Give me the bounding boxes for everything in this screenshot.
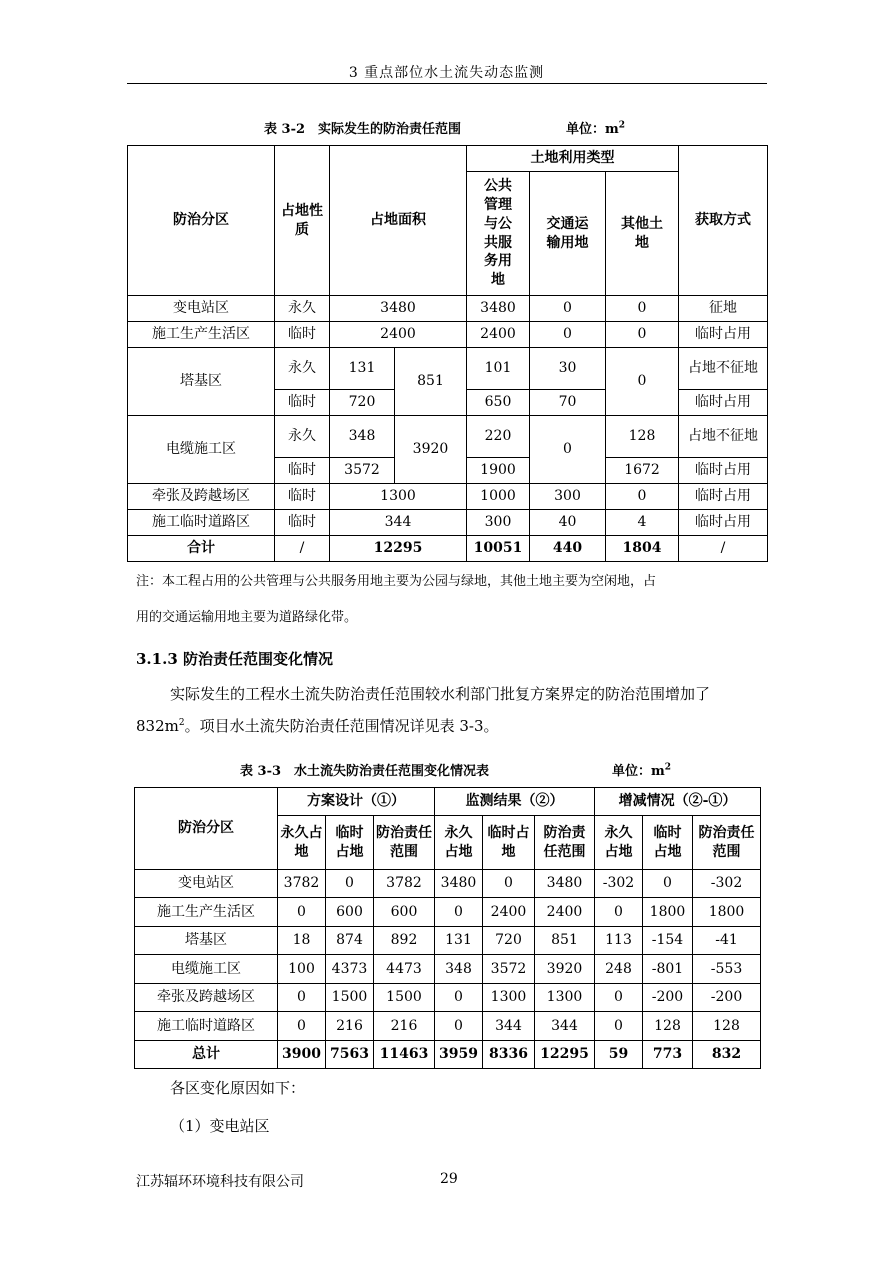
t2-cell: -302 [595,870,643,898]
t1-cell-public: 650 [467,390,530,416]
t2-subheader-scope: 防治责任范围 [535,816,595,870]
t2-total-cell: 3900 [278,1041,326,1069]
t2-cell: 3572 [483,955,535,984]
t2-cell: 248 [595,955,643,984]
t1-header-transport: 交通运输用地 [530,172,606,296]
t2-cell: 344 [535,1012,595,1041]
table2-caption-text: 表 3-3 水土流失防治责任范围变化情况表 [240,764,490,779]
t1-header-public: 公共管理与公共服务用地 [467,172,530,296]
t1-cell-nature: 永久 [275,296,330,322]
running-header: 3 重点部位水土流失动态监测 [348,65,545,81]
table-row [128,510,768,536]
t1-header-landuse: 土地利用类型 [467,146,679,172]
t1-cell-method: 征地 [679,296,768,322]
t2-subheader-temp: 临时占地 [643,816,693,870]
t2-total-cell: 3959 [435,1041,483,1069]
t2-cell-zone: 电缆施工区 [135,955,278,984]
t1-cell-public: 300 [467,510,530,536]
t2-subheader-perm: 永久占地 [278,816,326,870]
t2-cell: 4473 [374,955,435,984]
table-row [135,870,761,898]
t1-cell-nature: 临时 [275,510,330,536]
t2-cell: 0 [483,870,535,898]
t2-subheader-perm: 永久占地 [595,816,643,870]
table1-note-line2: 用的交通运输用地主要为道路绿化带。 [136,610,358,625]
t2-cell: 131 [435,927,483,955]
t2-cell: 0 [278,984,326,1012]
t2-cell: 1800 [693,898,761,927]
t1-cell-zone: 施工生产生活区 [128,322,275,348]
t2-cell: 0 [326,870,374,898]
t2-cell: 600 [326,898,374,927]
table-total-row [128,536,768,562]
t1-cell-transport: 70 [530,390,606,416]
t2-cell: 0 [595,984,643,1012]
paragraph-text-a: 实际发生的工程水土流失防治责任范围较水利部门批复方案界定的防治范围增加了 832m [136,685,711,735]
t2-cell: 3920 [535,955,595,984]
t2-cell: -154 [643,927,693,955]
t1-total-transport: 440 [530,536,606,562]
t1-cell-nature: 临时 [275,458,330,484]
table-row [128,416,768,458]
t2-cell: 0 [278,898,326,927]
section-heading: 3.1.3 防治责任范围变化情况 [136,650,333,668]
t1-cell-transport: 0 [530,416,606,484]
t1-cell-other: 4 [606,510,679,536]
t2-cell: 2400 [535,898,595,927]
t1-cell-method: 占地不征地 [679,416,768,458]
table-row [128,296,768,322]
t2-cell: 0 [435,1012,483,1041]
t2-subheader-scope: 防治责任范围 [374,816,435,870]
t1-cell-method: 临时占用 [679,322,768,348]
t1-cell-method: 临时占用 [679,458,768,484]
t1-cell-transport: 0 [530,296,606,322]
t2-cell: 0 [595,1012,643,1041]
t1-total-other: 1804 [606,536,679,562]
t1-header-other: 其他土地 [606,172,679,296]
table-row [135,898,761,927]
t2-cell: 0 [435,898,483,927]
t1-cell-public: 2400 [467,322,530,348]
t1-cell-public: 1900 [467,458,530,484]
t2-cell: -553 [693,955,761,984]
t1-cell-other: 0 [606,484,679,510]
t1-cell-other: 1672 [606,458,679,484]
t2-cell: 1500 [374,984,435,1012]
table-total-row [135,1041,761,1069]
t1-cell-public: 3480 [467,296,530,322]
paragraph-sup: 2 [178,718,185,728]
t1-total-method: / [679,536,768,562]
section-paragraph [136,680,766,741]
t2-cell: 874 [326,927,374,955]
t2-cell: 3782 [278,870,326,898]
t2-cell: 3480 [435,870,483,898]
t2-cell: 1300 [483,984,535,1012]
t2-cell: 4373 [326,955,374,984]
t2-cell: 851 [535,927,595,955]
t2-cell: -41 [693,927,761,955]
t1-header-method: 获取方式 [679,146,768,296]
t2-cell: 1300 [535,984,595,1012]
t1-cell-nature: 临时 [275,390,330,416]
t2-cell: 100 [278,955,326,984]
t2-cell: -801 [643,955,693,984]
t2-cell: 128 [693,1012,761,1041]
t1-cell-transport: 300 [530,484,606,510]
reasons-intro: 各区变化原因如下： [170,1079,306,1097]
t2-cell: 720 [483,927,535,955]
subsection-item: （1）变电站区 [170,1117,270,1135]
t2-total-cell: 59 [595,1041,643,1069]
t1-cell-zone: 牵张及跨越场区 [128,484,275,510]
table1-caption-text: 表 3-2 实际发生的防治责任范围 [264,122,462,137]
table-row [135,1012,761,1041]
t2-cell: 600 [374,898,435,927]
t2-cell: -200 [693,984,761,1012]
t1-cell-area: 131 [330,348,395,390]
table-row [128,322,768,348]
t1-cell-nature: 永久 [275,416,330,458]
t1-cell-public: 1000 [467,484,530,510]
table-3-3 [134,787,761,1069]
t1-total-nature: / [275,536,330,562]
t1-cell-zone: 施工临时道路区 [128,510,275,536]
t2-header-change: 增减情况（②-①） [595,788,761,816]
t2-total-cell: 832 [693,1041,761,1069]
t2-cell: 0 [278,1012,326,1041]
t1-cell-area: 3480 [330,296,467,322]
t2-cell: 0 [643,870,693,898]
footer-company: 江苏辐环环境科技有限公司 [136,1174,304,1190]
t2-cell: 1500 [326,984,374,1012]
t1-cell-transport: 40 [530,510,606,536]
header-rule [127,83,767,84]
t2-header-zone: 防治分区 [135,788,278,870]
t1-cell-nature: 永久 [275,348,330,390]
t2-total-cell: 12295 [535,1041,595,1069]
t2-cell: 3782 [374,870,435,898]
t1-header-area: 占地面积 [330,146,467,296]
t2-cell: 0 [595,898,643,927]
t1-cell-nature: 临时 [275,322,330,348]
t2-total-label: 总计 [135,1041,278,1069]
t1-cell-public: 220 [467,416,530,458]
t1-cell-area: 348 [330,416,395,458]
t1-cell-method: 占地不征地 [679,348,768,390]
t1-cell-other: 0 [606,322,679,348]
t2-cell: 113 [595,927,643,955]
t2-cell: 18 [278,927,326,955]
t1-cell-area-total: 851 [395,348,467,416]
t2-cell: 128 [643,1012,693,1041]
table2-caption [240,760,672,779]
table-row [128,484,768,510]
t2-cell-zone: 变电站区 [135,870,278,898]
table1-unit: 单位：$m^2$ [566,120,626,137]
page-number: 29 [440,1171,458,1187]
t1-total-public: 10051 [467,536,530,562]
t2-total-cell: 11463 [374,1041,435,1069]
t2-cell: -200 [643,984,693,1012]
t1-header-nature: 占地性质 [275,146,330,296]
t2-total-cell: 7563 [326,1041,374,1069]
t1-cell-zone: 塔基区 [128,348,275,416]
t2-cell: 1800 [643,898,693,927]
t2-cell: 3480 [535,870,595,898]
t1-cell-public: 101 [467,348,530,390]
t1-cell-area: 720 [330,390,395,416]
t1-cell-area: 2400 [330,322,467,348]
t1-cell-transport: 0 [530,322,606,348]
t2-cell: 892 [374,927,435,955]
t1-total-area: 12295 [330,536,467,562]
t2-cell: 2400 [483,898,535,927]
t2-cell-zone: 塔基区 [135,927,278,955]
t1-cell-method: 临时占用 [679,484,768,510]
t1-cell-other: 0 [606,348,679,416]
t2-total-cell: 8336 [483,1041,535,1069]
t1-cell-area: 1300 [330,484,467,510]
t2-header-design: 方案设计（①） [278,788,435,816]
t2-cell: 216 [374,1012,435,1041]
t2-cell-zone: 牵张及跨越场区 [135,984,278,1012]
t2-cell-zone: 施工生产生活区 [135,898,278,927]
t2-cell: 216 [326,1012,374,1041]
t1-cell-other: 128 [606,416,679,458]
t2-cell: -302 [693,870,761,898]
t2-cell: 0 [435,984,483,1012]
t2-total-cell: 773 [643,1041,693,1069]
paragraph-text-b: 。项目水土流失防治责任范围情况详见表 3-3。 [184,717,499,735]
t1-cell-other: 0 [606,296,679,322]
t1-cell-transport: 30 [530,348,606,390]
t1-cell-area: 344 [330,510,467,536]
t1-cell-area-total: 3920 [395,416,467,484]
t2-subheader-temp: 临时占地 [326,816,374,870]
table-row [128,348,768,390]
t1-cell-method: 临时占用 [679,510,768,536]
t1-cell-nature: 临时 [275,484,330,510]
t1-cell-zone: 电缆施工区 [128,416,275,484]
table1-note-line1: 注：本工程占用的公共管理与公共服务用地主要为公园与绿地，其他土地主要为空闲地，占 [136,574,657,589]
table1-caption [264,118,626,137]
t2-subheader-perm: 永久占地 [435,816,483,870]
table-3-2 [127,145,768,562]
t2-header-monitor: 监测结果（②） [435,788,595,816]
t2-subheader-temp: 临时占地 [483,816,535,870]
t2-cell-zone: 施工临时道路区 [135,1012,278,1041]
t2-cell: 348 [435,955,483,984]
t1-cell-area: 3572 [330,458,395,484]
t1-cell-zone: 变电站区 [128,296,275,322]
table-row [135,927,761,955]
t2-subheader-scope: 防治责任范围 [693,816,761,870]
t1-header-zone: 防治分区 [128,146,275,296]
t2-cell: 344 [483,1012,535,1041]
table-row [135,984,761,1012]
table2-unit: 单位：$m^2$ [612,762,672,779]
t1-cell-method: 临时占用 [679,390,768,416]
t1-total-label: 合计 [128,536,275,562]
table-row [135,955,761,984]
